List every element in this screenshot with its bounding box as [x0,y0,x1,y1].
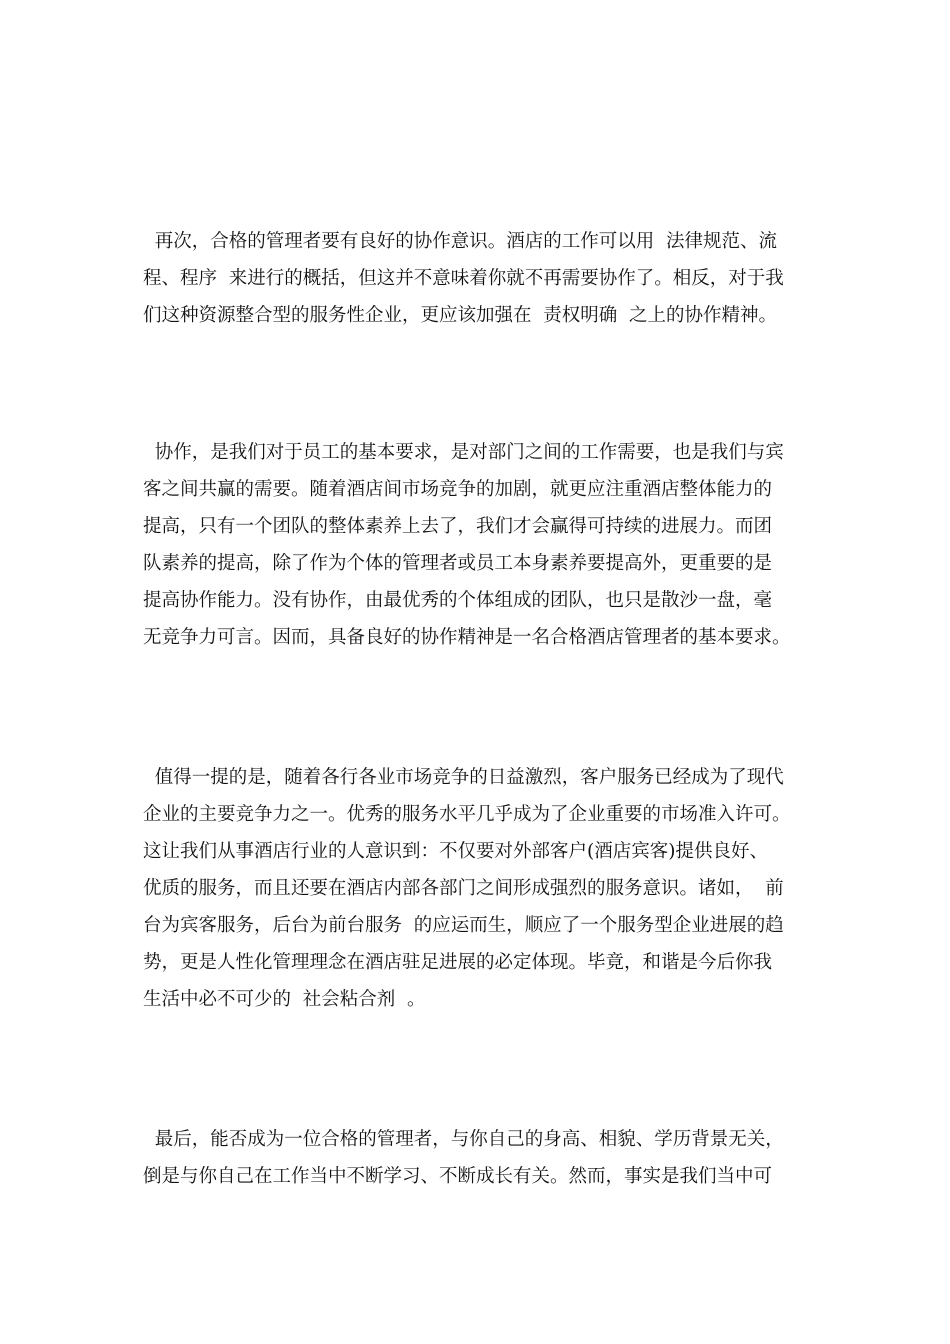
text-line: 再次，合格的管理者要有良好的协作意识。酒店的工作可以用 法律规范、流 [143,231,778,252]
text-line: 提高，只有一个团队的整体素养上去了，我们才会赢得可持续的进展力。而团 [143,516,773,537]
text-line: 协作，是我们对于员工的基本要求，是对部门之间的工作需要，也是我们与宾 [143,442,784,463]
text-line: 优质的服务，而且还要在酒店内部各部门之间形成强烈的服务意识。诸如， 前 [143,878,784,899]
text-line: 队素养的提高，除了作为个体的管理者或员工本身素养要提高外，更重要的是 [143,553,773,574]
text-line: 程、程序 来进行的概括，但这并不意味着你就不再需要协作了。相反，对于我 [143,268,784,289]
text-line: 台为宾客服务，后台为前台服务 的应运而生，顺应了一个服务型企业进展的趋 [143,915,784,936]
text-line: 无竞争力可言。因而，具备良好的协作精神是一名合格酒店管理者的基本要求。 [143,627,791,648]
text-line: 企业的主要竞争力之一。优秀的服务水平几乎成为了企业重要的市场准入许可。 [143,804,791,825]
text-line: 这让我们从事酒店行业的人意识到：不仅要对外部客户(酒店宾客)提供良好、 [143,841,768,862]
text-line: 势，更是人性化管理理念在酒店驻足进展的必定体现。毕竟，和谐是今后你我 [143,952,773,973]
text-line: 提高协作能力。没有协作，由最优秀的个体组成的团队，也只是散沙一盘，毫 [143,590,773,611]
text-line: 倒是与你自己在工作当中不断学习、不断成长有关。然而，事实是我们当中可 [143,1166,773,1187]
text-line: 值得一提的是，随着各行各业市场竞争的日益激烈，客户服务已经成为了现代 [143,767,784,788]
paragraph-service-awareness [143,759,823,1018]
text-line: 们这种资源整合型的服务性企业，更应该加强在 责权明确 之上的协作精神。 [143,305,778,326]
text-line: 生活中必不可少的 社会粘合剂 。 [143,989,426,1010]
paragraph-collaboration-requirement [143,434,823,656]
text-line: 最后，能否成为一位合格的管理者，与你自己的身高、相貌、学历背景无关， [143,1129,784,1150]
paragraph-learning-growth [143,1121,823,1195]
paragraph-collaboration-awareness [143,223,823,334]
text-line: 客之间共赢的需要。随着酒店间市场竞争的加剧，就更应注重酒店整体能力的 [143,479,773,500]
